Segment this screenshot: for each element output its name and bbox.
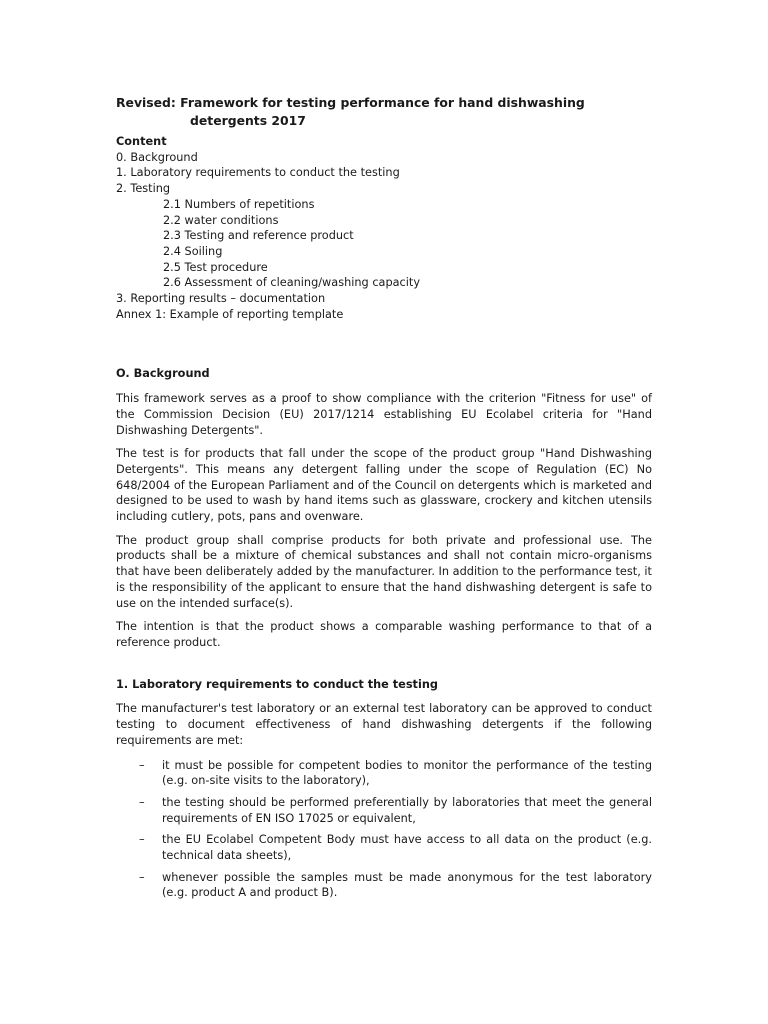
list-item: [116, 832, 652, 863]
dash-bullet-icon: –: [139, 795, 145, 809]
document-title: [116, 94, 652, 130]
background-paragraph: The intention is that the product shows a comparable washing performance to that of a reference product.: [116, 620, 652, 649]
dash-bullet-icon: –: [139, 758, 145, 772]
background-paragraph: The product group shall comprise products for both private and professional use. The products shall be a mixture of chemical substances and shall not contain micro-organisms that have been deliberately added by the manufacturer. In addition to the performance test, it is the responsibility of the applicant to ensure that the hand dishwashing detergent is safe to use on the intended surface(s).: [116, 533, 652, 610]
list-item-text: it must be possible for competent bodies to monitor the performance of the testing (e.g. on-site visits to the laboratory),: [162, 758, 652, 788]
lab-requirements-intro: The manufacturer's test laboratory or an external test laboratory can be approved to conduct testing to document effectiveness of hand dishwashing detergents if the following requirements are met:: [116, 702, 652, 747]
list-item-text: whenever possible the samples must be made anonymous for the test laboratory (e.g. product A and product B).: [162, 870, 652, 900]
toc-heading: Content: [116, 135, 167, 148]
toc-subitem: 2.6 Assessment of cleaning/washing capacity: [163, 276, 421, 290]
toc-subitem: 2.1 Numbers of repetitions: [163, 197, 315, 211]
document-page: [116, 94, 652, 907]
background-heading: O. Background: [116, 367, 210, 381]
toc-subitem: 2.5 Test procedure: [163, 260, 268, 274]
toc-subitem: 2.2 water conditions: [163, 213, 279, 227]
toc-item: 2. Testing: [116, 182, 171, 196]
background-paragraph: This framework serves as a proof to show compliance with the criterion "Fitness for use" of the Commission Decision (EU) 2017/1214 establishing EU Ecolabel criteria for "Hand Dishwashing Detergents".: [116, 392, 652, 437]
title-line-1: Revised: Framework for testing performance for hand dishwashing: [116, 95, 585, 110]
toc-item: Annex 1: Example of reporting template: [116, 307, 344, 321]
list-item: [116, 870, 652, 901]
background-paragraph: The test is for products that fall under the scope of the product group "Hand Dishwashing Detergents". This means any detergent falling under the scope of Regulation (EC) No 648/2004 of the European Parliament and of the Council on detergents which is marketed and designed to be used to wash by hand items such as glassware, crockery and kitchen utensils including cutlery, pots, pans and ovenware.: [116, 447, 652, 524]
list-item-text: the testing should be performed preferentially by laboratories that meet the general requirements of EN ISO 17025 or equivalent,: [162, 795, 652, 825]
dash-bullet-icon: –: [139, 870, 145, 884]
table-of-contents: [116, 150, 652, 323]
lab-requirements-list: [116, 758, 652, 902]
list-item-text: the EU Ecolabel Competent Body must have access to all data on the product (e.g. technical data sheets),: [162, 833, 652, 863]
lab-requirements-heading: 1. Laboratory requirements to conduct the testing: [116, 677, 438, 691]
title-line-2: detergents 2017: [190, 113, 306, 128]
toc-item: 3. Reporting results – documentation: [116, 292, 326, 306]
dash-bullet-icon: –: [139, 833, 145, 847]
list-item: [116, 758, 652, 789]
toc-item: 1. Laboratory requirements to conduct the testing: [116, 166, 400, 180]
list-item: [116, 795, 652, 826]
toc-item: 0. Background: [116, 150, 198, 164]
toc-subitem: 2.3 Testing and reference product: [163, 229, 354, 243]
toc-subitem: 2.4 Soiling: [163, 244, 223, 258]
